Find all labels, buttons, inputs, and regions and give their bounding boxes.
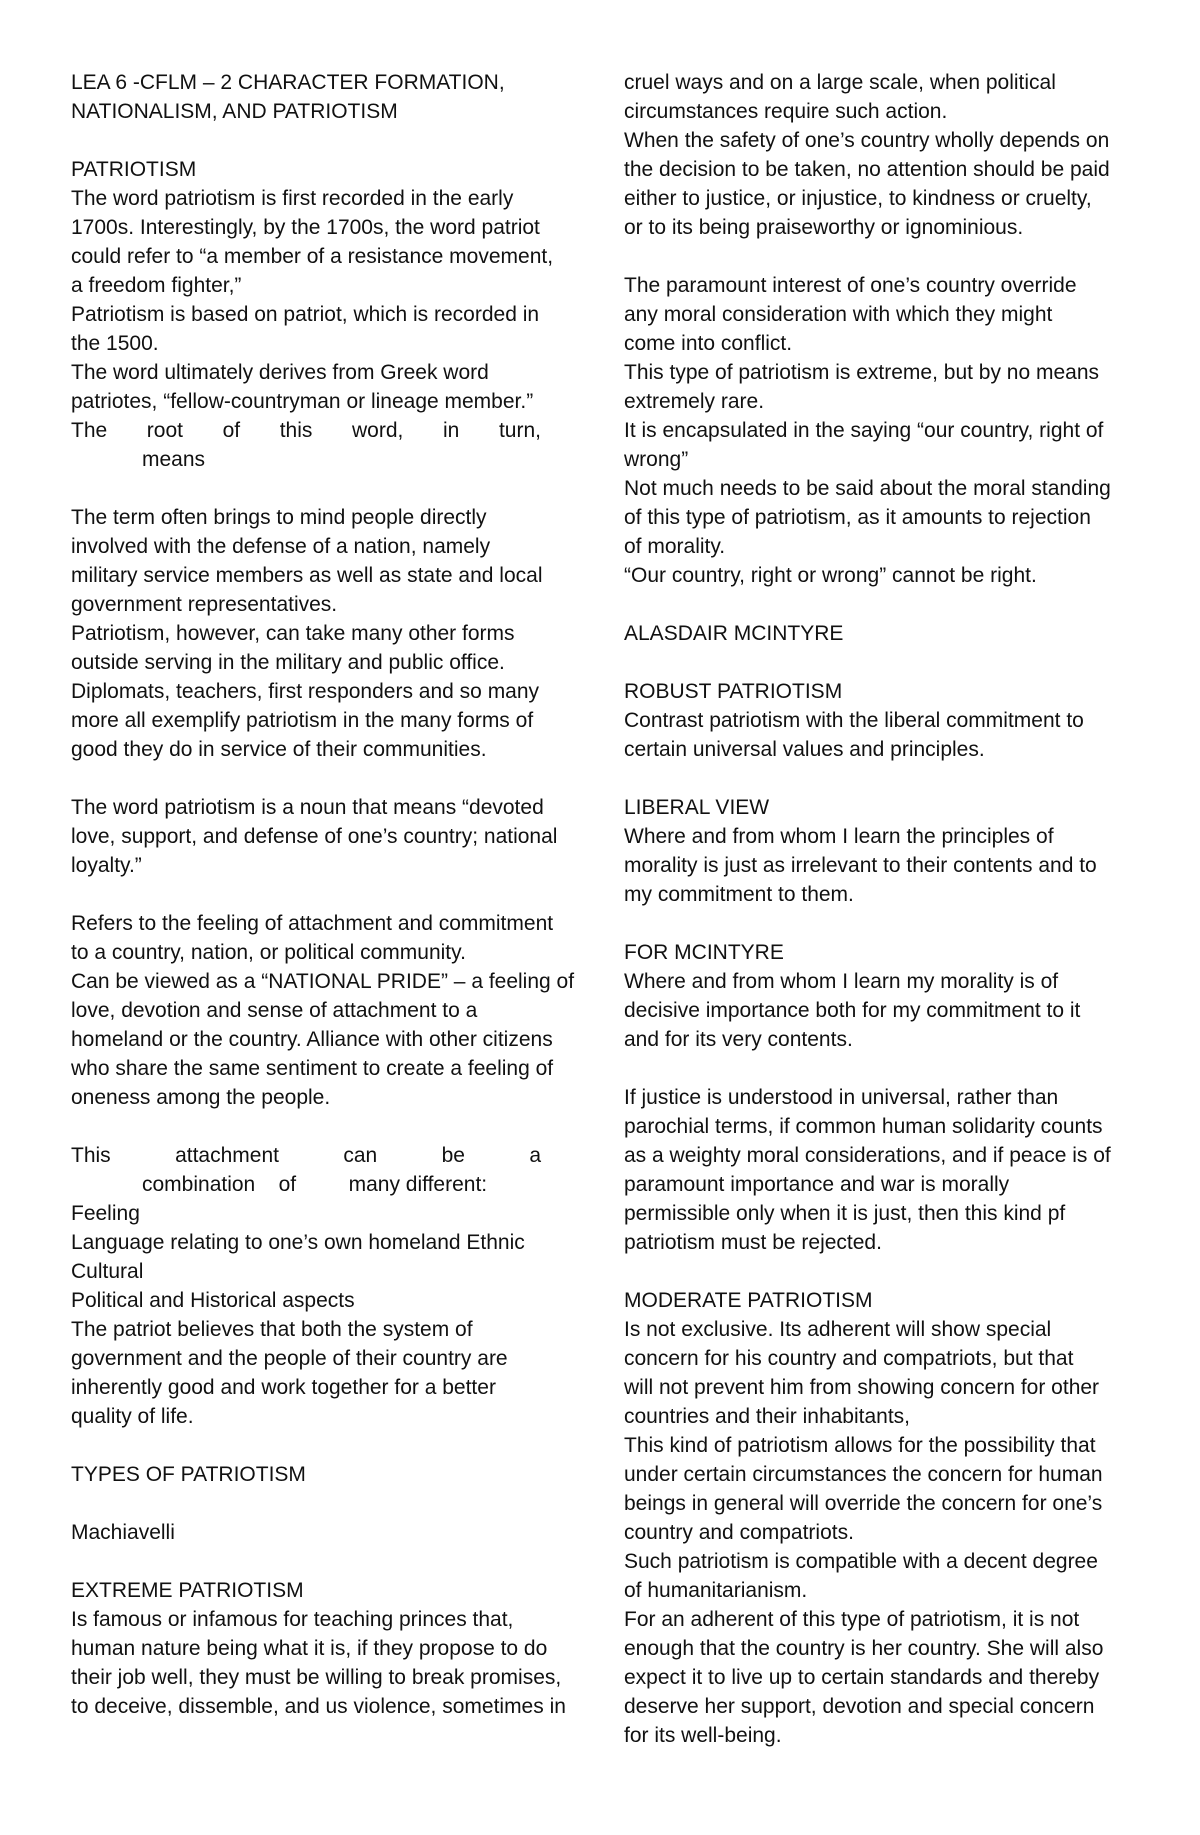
text-paragraph: The paramount interest of one’s country override any moral consideration with which they might come into conflict. This type of patriotism is extreme, but by no means extremely rare. It is encapsulated in the saying “our country, right of wrong” Not much needs to be said about the moral standing of this type of patriotism, as it amounts to rejection of morality. “Our country, right or wrong” cannot be right. (624, 274, 1111, 587)
text-paragraph: TYPES OF PATRIOTISM (71, 1463, 306, 1486)
paragraph-gap (71, 764, 591, 793)
justified-word: The (71, 419, 108, 442)
paragraph-gap (71, 1112, 591, 1141)
paragraph-gap (624, 242, 1144, 271)
text-paragraph: PATRIOTISM The word patriotism is first recorded in the early 1700s. Interestingly, by the 1700s, the word patriot could refer to “a member of a resistance movement, a freedom fighter,” Patriotism is based on patriot, which is recorded in the 1500. The word ultimately derives from Greek word patriotes, “fellow-countryman or lineage member.” (71, 158, 554, 413)
text-paragraph: FOR MCINTYRE Where and from whom I learn my morality is of decisive importance both for my commitment to it and for its very contents. (624, 941, 1081, 1051)
justified-word: of (222, 419, 241, 442)
text-paragraph: If justice is understood in universal, rather than parochial terms, if common human solidarity counts as a weighty moral considerations, and if peace is of paramount importance and war is morally permissible only when it is just, then this kind pf patriotism must be rejected. (624, 1086, 1111, 1254)
paragraph-gap (71, 474, 591, 503)
paragraph-gap (624, 764, 1144, 793)
right-column (624, 68, 1144, 1750)
paragraph-gap (624, 648, 1144, 677)
justified-word: can (343, 1144, 378, 1167)
indented-line: combination of many different: (142, 1173, 488, 1196)
paragraph-gap (71, 1547, 591, 1576)
indented-line: means (142, 448, 206, 471)
paragraph-gap (71, 880, 591, 909)
justified-word: this (279, 419, 313, 442)
text-paragraph: ROBUST PATRIOTISM Contrast patriotism with the liberal commitment to certain universal values and principles. (624, 680, 1084, 761)
text-paragraph: Machiavelli (71, 1521, 175, 1544)
text-paragraph: MODERATE PATRIOTISM Is not exclusive. Its adherent will show special concern for his country and compatriots, but that will not prevent him from showing concern for other countries and their inhabitants, This kind of patriotism allows for the possibility that under certain circumstances the concern for human beings in general will override the concern for one’s country and compatriots. Such patriotism is compatible with a decent degree of humanitarianism. For an adherent of this type of patriotism, it is not enough that the country is her country. She will also expect it to live up to certain standards and thereby deserve her support, devotion and special concern for its well-being. (624, 1289, 1104, 1747)
text-paragraph: Feeling Language relating to one’s own homeland Ethnic Cultural Political and Historical aspects The patriot believes that both the system of government and the people of their country are inherently good and work together for a better quality of life. (71, 1202, 525, 1428)
text-paragraph: LIBERAL VIEW Where and from whom I learn the principles of morality is just as irrelevant to their contents and to my commitment to them. (624, 796, 1097, 906)
justified-word: a (529, 1144, 541, 1167)
text-paragraph: The word patriotism is a noun that means “devoted love, support, and defense of one’s country; national loyalty.” (71, 796, 558, 877)
paragraph-gap (71, 1489, 591, 1518)
text-paragraph: LEA 6 -CFLM – 2 CHARACTER FORMATION, NATIONALISM, AND PATRIOTISM (71, 71, 505, 123)
text-paragraph: ALASDAIR MCINTYRE (624, 622, 844, 645)
justified-word: attachment (175, 1144, 279, 1167)
justified-word: be (441, 1144, 465, 1167)
justified-word: in (442, 419, 460, 442)
text-paragraph: EXTREME PATRIOTISM Is famous or infamous for teaching princes that, human nature being what it is, if they propose to do their job well, they must be willing to break promises, to deceive, dissemble, and us violence, sometimes in (71, 1579, 566, 1718)
text-paragraph: cruel ways and on a large scale, when political circumstances require such action. When the safety of one’s country wholly depends on the decision to be taken, no attention should be paid either to justice, or injustice, to kindness or cruelty, or to its being praiseworthy or ignominious. (624, 71, 1110, 239)
justified-word: turn, (498, 419, 541, 442)
justified-word: This (71, 1144, 111, 1167)
justified-word: root (146, 419, 183, 442)
left-column (71, 68, 591, 1721)
paragraph-gap (624, 1054, 1144, 1083)
justified-line (71, 1141, 541, 1170)
justified-line (71, 416, 541, 445)
text-paragraph: The term often brings to mind people directly involved with the defense of a nation, namely military service members as well as state and local government representatives. Patriotism, however, can take many other forms outside serving in the military and public office. Diplomats, teachers, first responders and so many more all exemplify patriotism in the many forms of good they do in service of their communities. (71, 506, 543, 761)
paragraph-gap (71, 1431, 591, 1460)
text-paragraph: Refers to the feeling of attachment and commitment to a country, nation, or political community. Can be viewed as a “NATIONAL PRIDE” – a feeling of love, devotion and sense of attachment to a homeland or the country. Alliance with other citizens who share the same sentiment to create a feeling of oneness among the people. (71, 912, 575, 1109)
justified-word: word, (352, 419, 404, 442)
paragraph-gap (624, 590, 1144, 619)
paragraph-gap (624, 909, 1144, 938)
paragraph-gap (624, 1257, 1144, 1286)
paragraph-gap (71, 126, 591, 155)
